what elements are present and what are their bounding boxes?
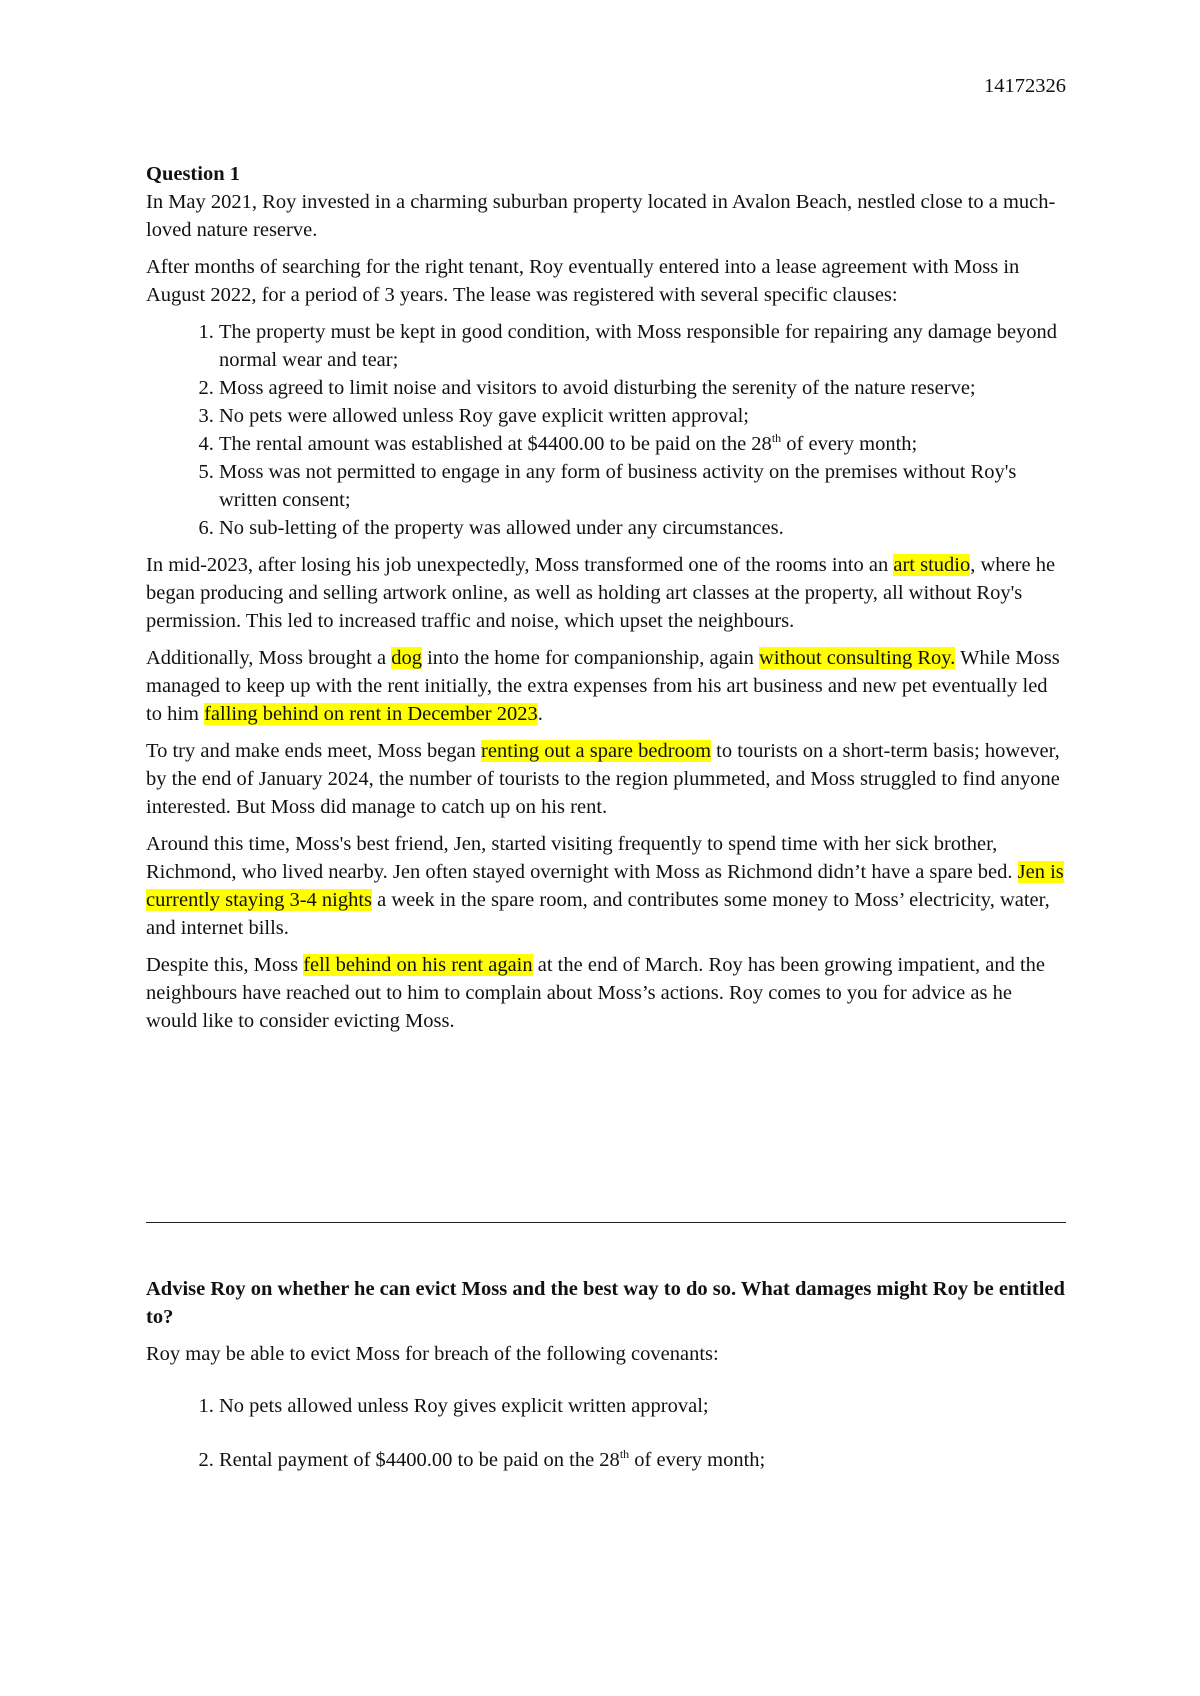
ordinal-suffix: th	[619, 1447, 630, 1462]
highlight: fell behind on his rent again	[303, 954, 533, 976]
covenant-item: 1. No pets allowed unless Roy gives explicit written approval;	[219, 1392, 1066, 1420]
text-run: into the home for companionship, again	[421, 647, 760, 669]
clause-text: of every month;	[781, 433, 918, 455]
facts-paragraph-dog	[146, 644, 1066, 728]
text-run: While Moss managed to keep up with the rent initially, the extra expenses from his art business and new pet eventually led to him	[146, 647, 1060, 725]
clause-item: 6. No sub-letting of the property was allowed under any circumstances.	[219, 514, 1066, 542]
question-body	[146, 188, 1066, 1044]
ordinal-suffix: th	[771, 431, 782, 446]
text-run: at the end of March. Roy has been growing impatient, and the neighbours have reached out to him to complain about Moss’s actions. Roy comes to you for advice as he would like to consider evicting Moss.	[146, 954, 1045, 1032]
highlight: renting out a spare bedroom	[481, 740, 712, 762]
clause-text: The rental amount was established at $4400.00 to be paid on the 28	[219, 433, 772, 455]
covenant-item	[219, 1446, 1066, 1474]
text-run: Around this time, Moss's best friend, Jen, started visiting frequently to spend time with her sick brother, Richmond, who lived nearby. Jen often stayed overnight with Moss as Richmond didn’t have a spare bed.	[146, 833, 1018, 883]
highlight: falling behind on rent in December 2023	[204, 703, 538, 725]
covenant-text: of every month;	[629, 1449, 766, 1471]
question-title: Question 1	[146, 163, 240, 185]
clause-item: 3. No pets were allowed unless Roy gave explicit written approval;	[219, 402, 1066, 430]
text-run: to tourists on a short-term basis; however, by the end of January 2024, the number of tourists to the region plummeted, and Moss struggled to find anyone interested. But Moss did manage to catch up on his rent.	[146, 740, 1060, 818]
answer-heading: Advise Roy on whether he can evict Moss and the best way to do so. What damages might Roy be entitled to?	[146, 1278, 1065, 1328]
lease-clauses-list	[146, 318, 1066, 542]
text-run: .	[537, 703, 543, 725]
intro-paragraph-1: In May 2021, Roy invested in a charming suburban property located in Avalon Beach, nestled close to a much-loved nature reserve.	[146, 191, 1056, 241]
clause-item: 1. The property must be kept in good condition, with Moss responsible for repairing any damage beyond normal wear and tear;	[219, 318, 1066, 374]
text-run: , where he began producing and selling artwork online, as well as holding art classes at the property, all without Roy's permission. This led to increased traffic and noise, which upset the neighbours.	[146, 554, 1056, 632]
highlight: dog	[391, 647, 422, 669]
intro-paragraph-2: After months of searching for the right tenant, Roy eventually entered into a lease agreement with Moss in August 2022, for a period of 3 years. The lease was registered with several specific clauses:	[146, 256, 1020, 306]
highlight: Jen is currently staying 3-4 nights	[146, 861, 1064, 911]
facts-paragraph-subletting	[146, 737, 1066, 821]
breached-covenants-list	[146, 1392, 1066, 1474]
covenant-text: Rental payment of $4400.00 to be paid on the 28	[219, 1449, 620, 1471]
text-run: In mid-2023, after losing his job unexpectedly, Moss transformed one of the rooms into an	[146, 554, 894, 576]
clause-item	[219, 430, 1066, 458]
answer-intro: Roy may be able to evict Moss for breach of the following covenants:	[146, 1343, 719, 1365]
facts-paragraph-jen	[146, 830, 1066, 942]
text-run: a week in the spare room, and contributes some money to Moss’ electricity, water, and internet bills.	[146, 889, 1050, 939]
document-id: 14172326	[984, 75, 1066, 97]
answer-section	[146, 1275, 1066, 1500]
clause-item: 5. Moss was not permitted to engage in any form of business activity on the premises without Roy's written consent;	[219, 458, 1066, 514]
highlight: without consulting Roy.	[759, 647, 956, 669]
text-run: Despite this, Moss	[146, 954, 304, 976]
highlight: art studio	[893, 554, 971, 576]
facts-paragraph-arrears	[146, 951, 1066, 1035]
text-run: Additionally, Moss brought a	[146, 647, 392, 669]
facts-paragraph-art-studio	[146, 551, 1066, 635]
clause-item: 2. Moss agreed to limit noise and visitors to avoid disturbing the serenity of the nature reserve;	[219, 374, 1066, 402]
text-run: To try and make ends meet, Moss began	[146, 740, 482, 762]
section-divider	[146, 1222, 1066, 1223]
